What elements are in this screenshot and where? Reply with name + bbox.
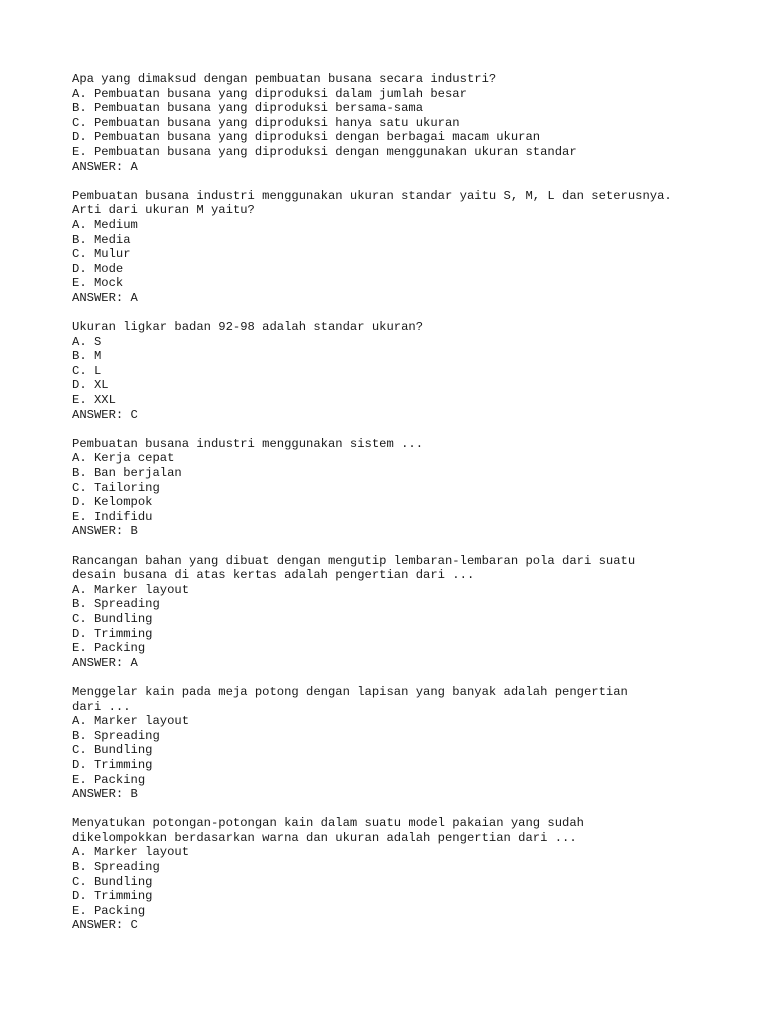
option-c: C. Tailoring xyxy=(72,480,160,495)
option-e: E. Mock xyxy=(72,276,124,291)
answer-line: ANSWER: C xyxy=(72,407,138,422)
option-a: A. S xyxy=(72,334,102,349)
option-b: B. Spreading xyxy=(72,597,160,612)
document-page xyxy=(72,72,712,948)
option-a: A. Marker layout xyxy=(72,582,190,597)
question-block xyxy=(72,437,712,539)
question-text: dari ... xyxy=(72,699,131,714)
option-e: E. Indifidu xyxy=(72,509,153,524)
option-d: D. Pembuatan busana yang diproduksi dengan berbagai macam ukuran xyxy=(72,130,541,145)
option-e: E. Pembuatan busana yang diproduksi dengan menggunakan ukuran standar xyxy=(72,144,577,159)
option-d: D. Mode xyxy=(72,261,124,276)
option-d: D. Trimming xyxy=(72,757,153,772)
question-text: Arti dari ukuran M yaitu? xyxy=(72,203,255,218)
option-a: A. Marker layout xyxy=(72,714,190,729)
option-b: B. Spreading xyxy=(72,728,160,743)
question-text: desain busana di atas kertas adalah pengertian dari ... xyxy=(72,568,475,583)
option-e: E. XXL xyxy=(72,393,116,408)
answer-line: ANSWER: A xyxy=(72,159,138,174)
option-c: C. Mulur xyxy=(72,247,131,262)
option-b: B. Media xyxy=(72,232,131,247)
question-block xyxy=(72,189,712,306)
answer-line: ANSWER: A xyxy=(72,655,138,670)
option-d: D. XL xyxy=(72,378,109,393)
option-a: A. Medium xyxy=(72,217,138,232)
question-block xyxy=(72,685,712,802)
question-text: Rancangan bahan yang dibuat dengan mengutip lembaran-lembaran pola dari suatu xyxy=(72,553,636,568)
option-a: A. Marker layout xyxy=(72,845,190,860)
question-text: Apa yang dimaksud dengan pembuatan busana secara industri? xyxy=(72,72,497,86)
option-e: E. Packing xyxy=(72,641,146,656)
option-c: C. Bundling xyxy=(72,743,153,758)
question-text: dikelompokkan berdasarkan warna dan ukuran adalah pengertian dari ... xyxy=(72,830,577,845)
option-d: D. Trimming xyxy=(72,626,153,641)
question-text: Menyatukan potongan-potongan kain dalam suatu model pakaian yang sudah xyxy=(72,816,584,831)
question-block xyxy=(72,320,712,422)
question-block xyxy=(72,72,712,174)
question-text: Pembuatan busana industri menggunakan sistem ... xyxy=(72,436,424,451)
option-b: B. Ban berjalan xyxy=(72,466,182,481)
option-a: A. Pembuatan busana yang diproduksi dalam jumlah besar xyxy=(72,86,467,101)
option-c: C. L xyxy=(72,363,102,378)
question-text: Ukuran ligkar badan 92-98 adalah standar ukuran? xyxy=(72,320,424,335)
question-text: Menggelar kain pada meja potong dengan lapisan yang banyak adalah pengertian xyxy=(72,684,628,699)
answer-line: ANSWER: A xyxy=(72,290,138,305)
option-b: B. Pembuatan busana yang diproduksi bersama-sama xyxy=(72,101,424,116)
question-text: Pembuatan busana industri menggunakan ukuran standar yaitu S, M, L dan seterusnya. xyxy=(72,188,672,203)
option-c: C. Bundling xyxy=(72,611,153,626)
answer-line: ANSWER: B xyxy=(72,787,138,802)
option-c: C. Pembuatan busana yang diproduksi hanya satu ukuran xyxy=(72,115,460,130)
option-e: E. Packing xyxy=(72,772,146,787)
option-a: A. Kerja cepat xyxy=(72,451,175,466)
option-d: D. Kelompok xyxy=(72,495,153,510)
answer-line: ANSWER: C xyxy=(72,918,138,933)
question-block xyxy=(72,816,712,933)
option-b: B. Spreading xyxy=(72,860,160,875)
option-c: C. Bundling xyxy=(72,874,153,889)
option-e: E. Packing xyxy=(72,903,146,918)
option-d: D. Trimming xyxy=(72,889,153,904)
answer-line: ANSWER: B xyxy=(72,524,138,539)
question-block xyxy=(72,554,712,671)
option-b: B. M xyxy=(72,349,102,364)
